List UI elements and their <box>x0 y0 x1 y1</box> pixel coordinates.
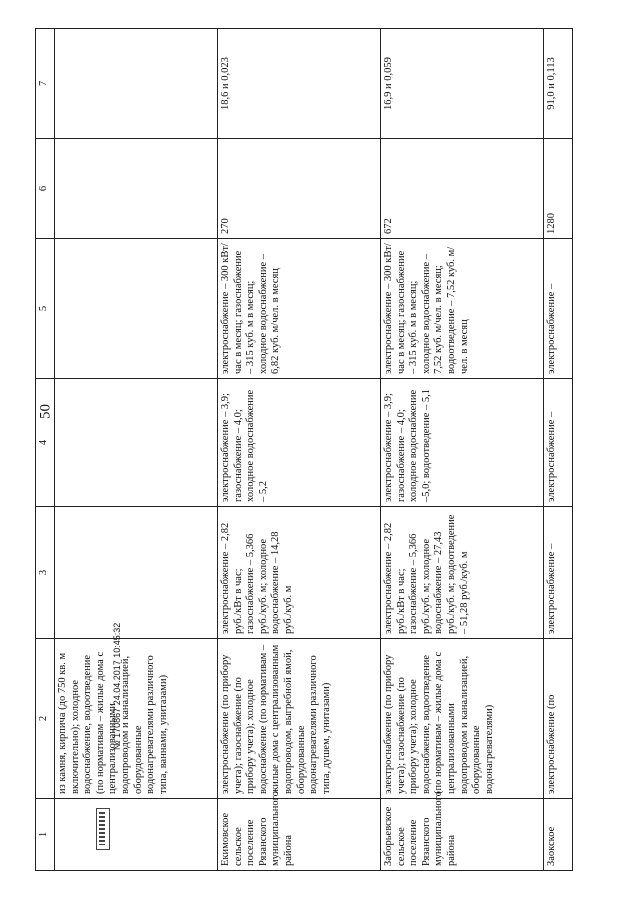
index-cell <box>55 29 218 139</box>
column-header: 7 <box>36 29 55 139</box>
table-row <box>381 29 544 871</box>
tariff-cell <box>55 507 218 639</box>
tariff-cell: электроснабжение – 2,82 руб./кВт в час; газоснабжение – 5,366 руб./куб. м; холодное водоснабжение – 14,28 руб./куб. м <box>218 507 381 639</box>
services-cell: электроснабжение (по прибору учета); газоснабжение (по прибору учета); холодное водоснабжение, водоотведение (по нормативам – жилые дома с централизованными водопроводом и канализацией, оборудованные водонагревателями) <box>381 639 544 799</box>
index-cell: 91,0 и 0,113 <box>544 29 573 139</box>
volume-cell: электроснабжение – 300 кВт/час в месяц; газоснабжение – 315 куб. м в месяц; холодное водоснабжение – 6,82 куб. м/чел. в месяц <box>218 239 381 379</box>
column-header: 2 <box>36 639 55 799</box>
index-cell: 16,9 и 0,059 <box>381 29 544 139</box>
column-header: 5 <box>36 239 55 379</box>
norm-cell: электроснабжение – <box>544 379 573 507</box>
count-cell: 270 <box>218 139 381 239</box>
tariff-cell: электроснабжение – 2,82 руб./кВт в час; газоснабжение – 5,366 руб./куб. м; холодное водоснабжение – 27,43 руб./куб. м; водоотведение – 51,28 руб./куб. м <box>381 507 544 639</box>
volume-cell: электроснабжение – <box>544 239 573 379</box>
table-row <box>55 29 218 871</box>
column-header: 6 <box>36 139 55 239</box>
index-cell: 18,6 и 0,023 <box>218 29 381 139</box>
count-cell: 672 <box>381 139 544 239</box>
tariff-cell: электроснабжение – <box>544 507 573 639</box>
barcode-stamp <box>96 808 110 850</box>
norm-cell: электроснабжение – 3,9; газоснабжение – 4,0; холодное водоснабжение – 5,2 <box>218 379 381 507</box>
barcode-icon <box>99 812 105 845</box>
page-number: 50 <box>37 404 54 419</box>
services-cell: электроснабжение (по прибору учета); газоснабжение (по прибору учета); холодное водоснабжение (по нормативам – жилые дома с централизованным водопроводом, выгребной ямой, оборудованные водонагревателями различного типа, душем, унитазами) <box>218 639 381 799</box>
column-header: 3 <box>36 507 55 639</box>
settlement-cell: Заокское <box>544 799 573 871</box>
column-header: 4 <box>36 379 55 507</box>
volume-cell: электроснабжение – 300 кВт/час в месяц; газоснабжение – 315 куб. м в месяц; холодное водоснабжение – 7,52 куб. м/чел. в месяц; водоотведение – 7,52 куб. м/чел. в месяц <box>381 239 544 379</box>
settlement-cell: Екимовское сельское поселение Рязанского муниципального района <box>218 799 381 871</box>
volume-cell <box>55 239 218 379</box>
norm-cell <box>55 379 218 507</box>
header-row <box>36 29 55 871</box>
document-certificate: № 170867 24.04.2017 10:45:32 <box>112 622 122 750</box>
services-cell: из камня, кирпича (до 750 кв. м включительно); холодное водоснабжение, водоотведение (по нормативам – жилые дома с централизованными водопроводом и канализацией, оборудованные водонагревателями различного типа, ваннами, унитазами) <box>55 639 218 799</box>
count-cell: 1280 <box>544 139 573 239</box>
count-cell <box>55 139 218 239</box>
table-row <box>544 29 573 871</box>
table-row <box>218 29 381 871</box>
settlement-cell <box>55 799 218 871</box>
column-header: 1 <box>36 799 55 871</box>
settlement-cell: Заборьевское сельское поселение Рязанского муниципального района <box>381 799 544 871</box>
services-cell: электроснабжение (по <box>544 639 573 799</box>
norm-cell: электроснабжение – 3,9; газоснабжение – 4,0; холодное водоснабжение –5,0; водоотведение – 5,1 <box>381 379 544 507</box>
